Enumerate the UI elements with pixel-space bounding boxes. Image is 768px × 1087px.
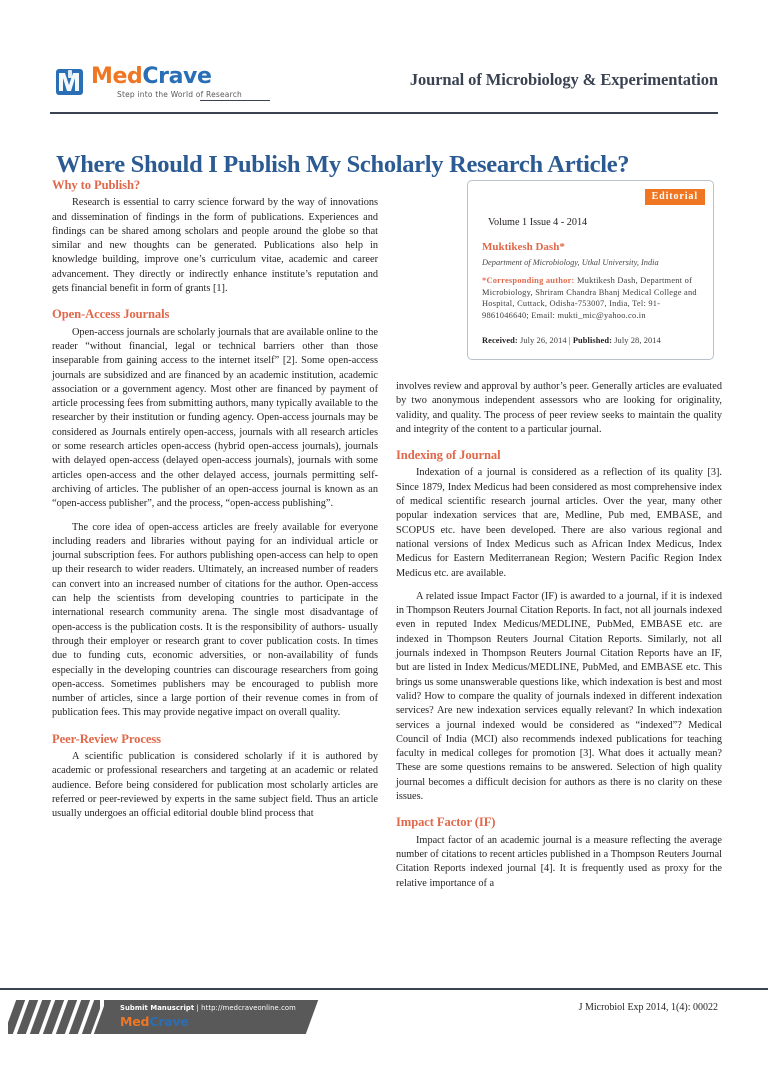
corresponding-author-block (482, 275, 704, 321)
footer-submit-label: Submit Manuscript (120, 1004, 195, 1012)
paragraph-peer-review-continued: involves review and approval by author’s peer. Generally articles are evaluated by two anonymous independent assessors who are looking for originality, validity, and quality. The process of peer review seeks to maintain the quality and integrity of the content to a particular journal. (396, 381, 722, 435)
heading-peer-review-process: Peer-Review Process (52, 731, 161, 746)
author-affiliation: Department of Microbiology, Utkal University, India (482, 258, 659, 267)
author-name: Muktikesh Dash* (482, 241, 565, 253)
received-label: Received: (482, 336, 518, 345)
medcrave-wordmark (91, 64, 211, 90)
page-header (50, 62, 718, 118)
heading-why-to-publish: Why to Publish? (52, 178, 141, 192)
editorial-info-box (467, 180, 714, 360)
paragraph-open-access-2: The core idea of open-access articles are freely available for everyone including readers and libraries without paying for an individual article or journal subscription fees. For authors publishing open-access can help to open up their research to wider readers. Ultimately, an increased number of readers can convert into an increased number of citations for the author. Open-access can help the scientists from developing countries to participate in the international research community arena. The single most disadvantage of open-access is the publication costs. It is the responsibility of authors- usually through their employer or research grant to cover publication costs. In times due to funding cuts, economic adversities, or non-availability of funds especially in the developing countries can discourage researchers from going open-access. Sometimes publishers may be encouraged to publish more number of articles, since a large portion of their revenue comes in from of publication fees. This may provide negative impact on overall quality. (52, 521, 378, 719)
article-title: Where Should I Publish My Scholarly Research Article? (56, 151, 630, 179)
corresponding-author-label: *Corresponding author: (482, 276, 575, 285)
received-published-dates (482, 336, 707, 345)
editorial-type-badge: Editorial (645, 189, 705, 205)
medcrave-logo-icon (55, 67, 85, 97)
footer-logo-crave-text: Crave (149, 1014, 189, 1029)
paragraph-open-access-1: Open-access journals are scholarly journals that are available online to the reader “without financial, legal or technical barriers other than those inseparable from gaining access to the internet itself” [2]. Some open-access journals are subsidized and are financed by an academic institution, academic association or a government agency. Most other are financed by payment of article processing fees from submitting authors, many typically available to the researcher by their institution or funding agency. Open-access journals may be considered as Journals entirely open-access, journals with all research articles or some research articles open-access (hybrid open-access journals), journals with delayed open-access (delayed open-access journals), journals with some articles open-access and the other delayed access, journals permitting self-archiving of articles. The publisher of an open-access journal is known as an “open-access publisher”, and the process, “open-access publishing”. (52, 326, 378, 510)
footer-divider (0, 988, 768, 990)
logo-med-text: Med (91, 64, 143, 89)
footer-stripe-decoration (8, 1000, 100, 1034)
right-text-column (396, 380, 722, 900)
paragraph-impact-factor-1: Impact factor of an academic journal is a measure reflecting the average number of citations to recent articles published in a Thompson Reuters Journal Citation Reports indexed journal [4]. It is frequently used as proxy for the relative importance of a (396, 834, 722, 889)
heading-indexing-of-journal: Indexing of Journal (396, 448, 501, 463)
volume-issue-text: Volume 1 Issue 4 - 2014 (488, 217, 588, 228)
logo-tagline: Step into the World of Research (117, 90, 242, 99)
journal-title: Journal of Microbiology & Experimentation (409, 70, 718, 89)
footer-citation: J Microbiol Exp 2014, 1(4): 00022 (578, 1002, 718, 1013)
dates-separator: | (568, 336, 573, 345)
paragraph-why-to-publish: Research is essential to carry science forward by the way of innovations and dissemination of findings in the form of publications. Experiences and findings can be shared among scholars and people around the globe so that similar and new thoughts can be generated. Publications also help in knowledge building, improve one’s curriculum vitae, academic and career advancement. They directly or indirectly enhance institute’s reputation and gets financial benefit in form of grants [1]. (52, 197, 378, 295)
paragraph-indexing-2: A related issue Impact Factor (IF) is awarded to a journal, if it is indexed in Thompson Reuters Journal Citation Reports. In fact, not all journals indexed even in reputed Index Medicus/MEDLINE, PubMed, EMBASE etc. are indexed in Thompson Reuters Journal Citation Reports. Similarly, not all journals indexed in Thompson Reuters Journal Citation Reports have an IF, but are listed in Index Medicus/MEDLINE, PubMed, and EMBASE etc. This brings us some unanswerable questions like, which indexation is best and most valid? How to compare the quality of journals indexed in different indexation services? Are new indexation services equally relevant? In which indexation services a journal indexed would be considered as “indexed”? Medical Council of India (MCI) also recommends indexed publications for teaching faculty in medical colleges for promotion [3]. What does it actually mean? These are some questions remains to be answered. Selection of high quality journal becomes a difficult decision for authors as there is no clarity on these issues. (396, 590, 722, 803)
heading-open-access-journals: Open-Access Journals (52, 307, 170, 322)
footer-submit-separator: | (194, 1004, 202, 1012)
published-date: July 28, 2014 (612, 336, 661, 345)
paragraph-peer-review-1: A scientific publication is considered scholarly if it is authored by academic or professional researchers and targeting at an academic or related audience. Before being considered for publication most scholarly articles are referred or peer-reviewed by experts in the same subject field. Thus an article usually undergoes an official editorial double blind process that (52, 750, 378, 820)
footer-submit-badge[interactable] (8, 1000, 388, 1034)
published-label: Published: (572, 336, 612, 345)
footer-submit-url[interactable]: http://medcraveonline.com (201, 1004, 296, 1012)
logo-crave-text: Crave (142, 64, 212, 89)
paragraph-indexing-1: Indexation of a journal is considered as a reflection of its quality [3]. Since 1879, Index Medicus had been considered as most comprehensive index of medical scientific research journal articles. Over the year, many other popular indexation services that are, Medline, Pub med, EMBASE, and SCOPUS etc. have been developed. There are also various regional and national versions of Index Medicus such as African Index Medicus, Index Medicus for Eastern Mediterranean Region; Western Pacific Region Index Medicus etc. are available. (396, 467, 722, 579)
heading-impact-factor: Impact Factor (IF) (396, 815, 496, 830)
footer-submit-text (120, 1004, 296, 1012)
corresponding-author-details: Muktikesh Dash, Department of Microbiology, Shriram Chandra Bhanj Medical College and Hospital, Cuttack, Odisha-753007, India, Tel: 91-9861046640; Email: mukti_mic@yahoo.co.in (482, 276, 697, 320)
header-divider (50, 112, 718, 114)
footer-medcrave-logo (120, 1014, 189, 1029)
left-text-column (52, 178, 378, 830)
medcrave-logo (55, 64, 275, 110)
received-date: July 26, 2014 (517, 336, 569, 345)
footer-logo-med-text: Med (120, 1014, 150, 1029)
logo-underline (200, 100, 270, 101)
